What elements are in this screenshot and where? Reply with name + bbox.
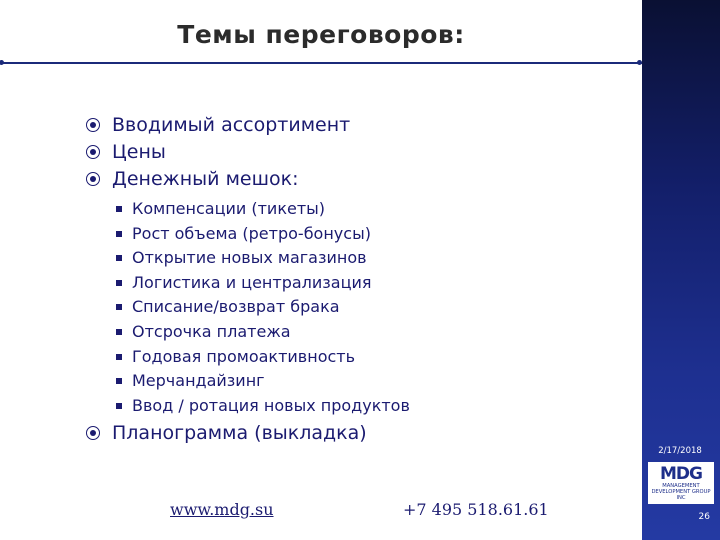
circle-bullet-icon (86, 145, 100, 159)
divider-end-right (637, 60, 642, 65)
topic-item (86, 112, 626, 139)
subtopic-label: Мерчандайзинг (132, 371, 265, 391)
square-bullet-icon (116, 304, 122, 310)
circle-bullet-icon (86, 172, 100, 186)
subtopic-label: Открытие новых магазинов (132, 248, 367, 268)
topic-label: Вводимый ассортимент (112, 114, 351, 136)
subtopic-label: Логистика и централизация (132, 272, 372, 292)
topic-label: Планограмма (выкладка) (112, 422, 367, 445)
subtopic-label: Списание/возврат брака (132, 297, 340, 317)
slide-title: Темы переговоров: (177, 20, 465, 49)
square-bullet-icon (116, 280, 122, 286)
subtopic-item (116, 369, 626, 394)
phone-number: +7 495 518.61.61 (403, 500, 549, 519)
square-bullet-icon (116, 329, 122, 335)
page-number: 26 (698, 512, 710, 522)
subtopic-item (116, 246, 626, 271)
square-bullet-icon (116, 403, 122, 409)
subtopic-item (116, 222, 626, 247)
logo-subtitle: MANAGEMENT DEVELOPMENT GROUP INC (651, 483, 711, 501)
slide-date: 2/17/2018 (658, 446, 702, 456)
company-logo (648, 462, 714, 504)
circle-bullet-icon (86, 118, 100, 132)
square-bullet-icon (116, 206, 122, 212)
subtopic-label: Годовая промоактивность (132, 346, 356, 366)
logo-mark: MDG (660, 464, 702, 484)
topic-item (86, 420, 626, 447)
subtopic-item (116, 345, 626, 370)
square-bullet-icon (116, 231, 122, 237)
subtopics-list (116, 197, 626, 418)
topic-label: Денежный мешок: (112, 168, 299, 190)
square-bullet-icon (116, 354, 122, 360)
circle-bullet-icon (86, 426, 100, 440)
subtopic-item (116, 197, 626, 222)
divider-end-left (0, 60, 4, 65)
subtopic-item (116, 394, 626, 419)
topic-label: Цены (112, 141, 166, 163)
subtopic-label: Отсрочка платежа (132, 321, 291, 341)
website-link[interactable]: www.mdg.su (170, 500, 274, 519)
square-bullet-icon (116, 255, 122, 261)
subtopic-item (116, 320, 626, 345)
sidebar-panel (642, 0, 720, 540)
subtopic-label: Ввод / ротация новых продуктов (132, 395, 410, 415)
topics-list (86, 112, 626, 447)
subtopic-item (116, 295, 626, 320)
header-divider (0, 62, 642, 64)
subtopic-label: Компенсации (тикеты) (132, 199, 326, 218)
topic-item (86, 166, 626, 193)
square-bullet-icon (116, 378, 122, 384)
subtopic-item (116, 271, 626, 296)
subtopic-label: Рост объема (ретро-бонусы) (132, 223, 371, 243)
topic-item (86, 139, 626, 166)
